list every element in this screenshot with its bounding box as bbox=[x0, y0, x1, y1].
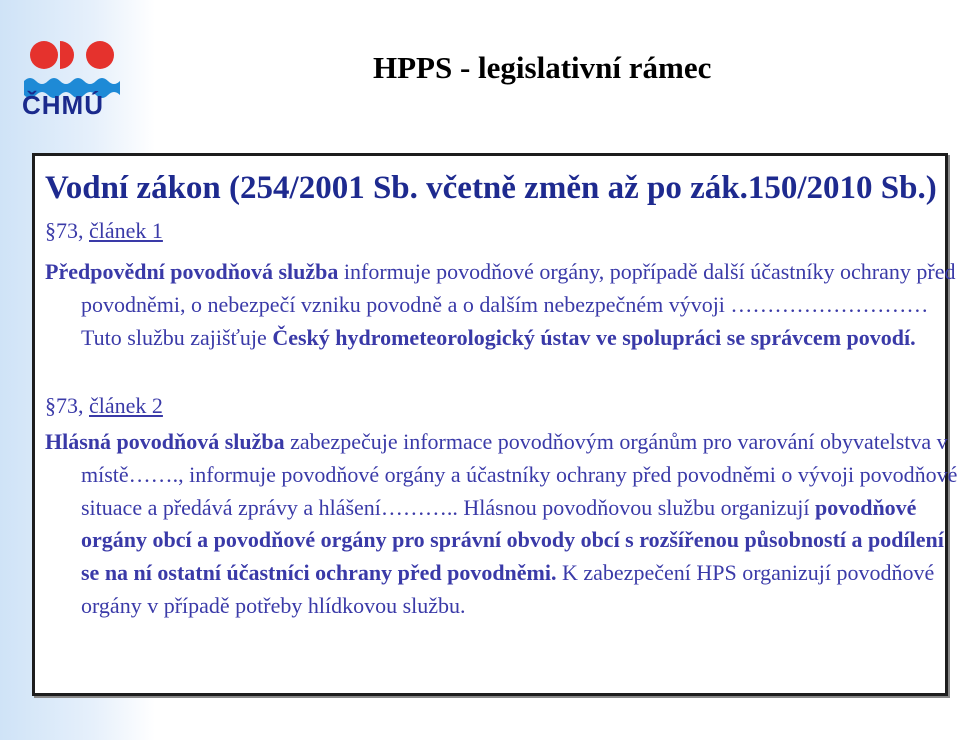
section-2-bold: povodňové orgány obcí a povodňové orgány pro správní obvody obcí s rozšířenou působností a podílení se na ní ostatní účastníci ochrany před povodněmi. bbox=[81, 494, 944, 586]
section-2-text: zabezpečuje informace povodňovým orgánům pro varování obyvatelstva v místě……., informuje povodňové orgány a účastníky ochrany před povodněmi o vývoji povodňové situace a předává zprávy a hlášení……….. Hlásnou povodňovou službu organizují bbox=[81, 429, 958, 520]
section-2-ref bbox=[45, 393, 163, 419]
logo-red-half bbox=[60, 41, 74, 69]
law-heading: Vodní zákon (254/2001 Sb. včetně změn až po zák.150/2010 Sb.) bbox=[45, 170, 937, 206]
logo-red-circle bbox=[30, 41, 58, 69]
section-2-paragraph bbox=[45, 426, 960, 623]
logo-red-circle-right bbox=[86, 41, 114, 69]
section-1-prefix: §73, bbox=[45, 218, 89, 243]
page-title: HPPS - legislativní rámec bbox=[373, 50, 712, 85]
section-1-label: článek 1 bbox=[89, 218, 163, 243]
section-1-text: informuje povodňové orgány, popřípadě další účastníky ochrany před povodněmi, o nebezpečí vzniku povodně a o dalším nebezpečném vývoji ………………………Tuto službu zajišťuje bbox=[81, 259, 956, 350]
section-2-prefix: §73, bbox=[45, 393, 89, 418]
section-2-label: článek 2 bbox=[89, 393, 163, 418]
section-1-paragraph bbox=[45, 256, 960, 354]
section-1-bold: Český hydrometeorologický ústav ve spolupráci se správcem povodí. bbox=[272, 324, 916, 350]
content-box bbox=[32, 153, 958, 696]
section-1-lead: Předpovědní povodňová služba bbox=[45, 259, 339, 284]
section-2-lead: Hlásná povodňová služba bbox=[45, 429, 285, 454]
section-2-text-end: K zabezpečení HPS organizují povodňové orgány v případě potřeby hlídkovou službu. bbox=[81, 560, 935, 618]
section-1-ref bbox=[45, 218, 163, 244]
logo-text: ČHMÚ bbox=[22, 90, 104, 120]
